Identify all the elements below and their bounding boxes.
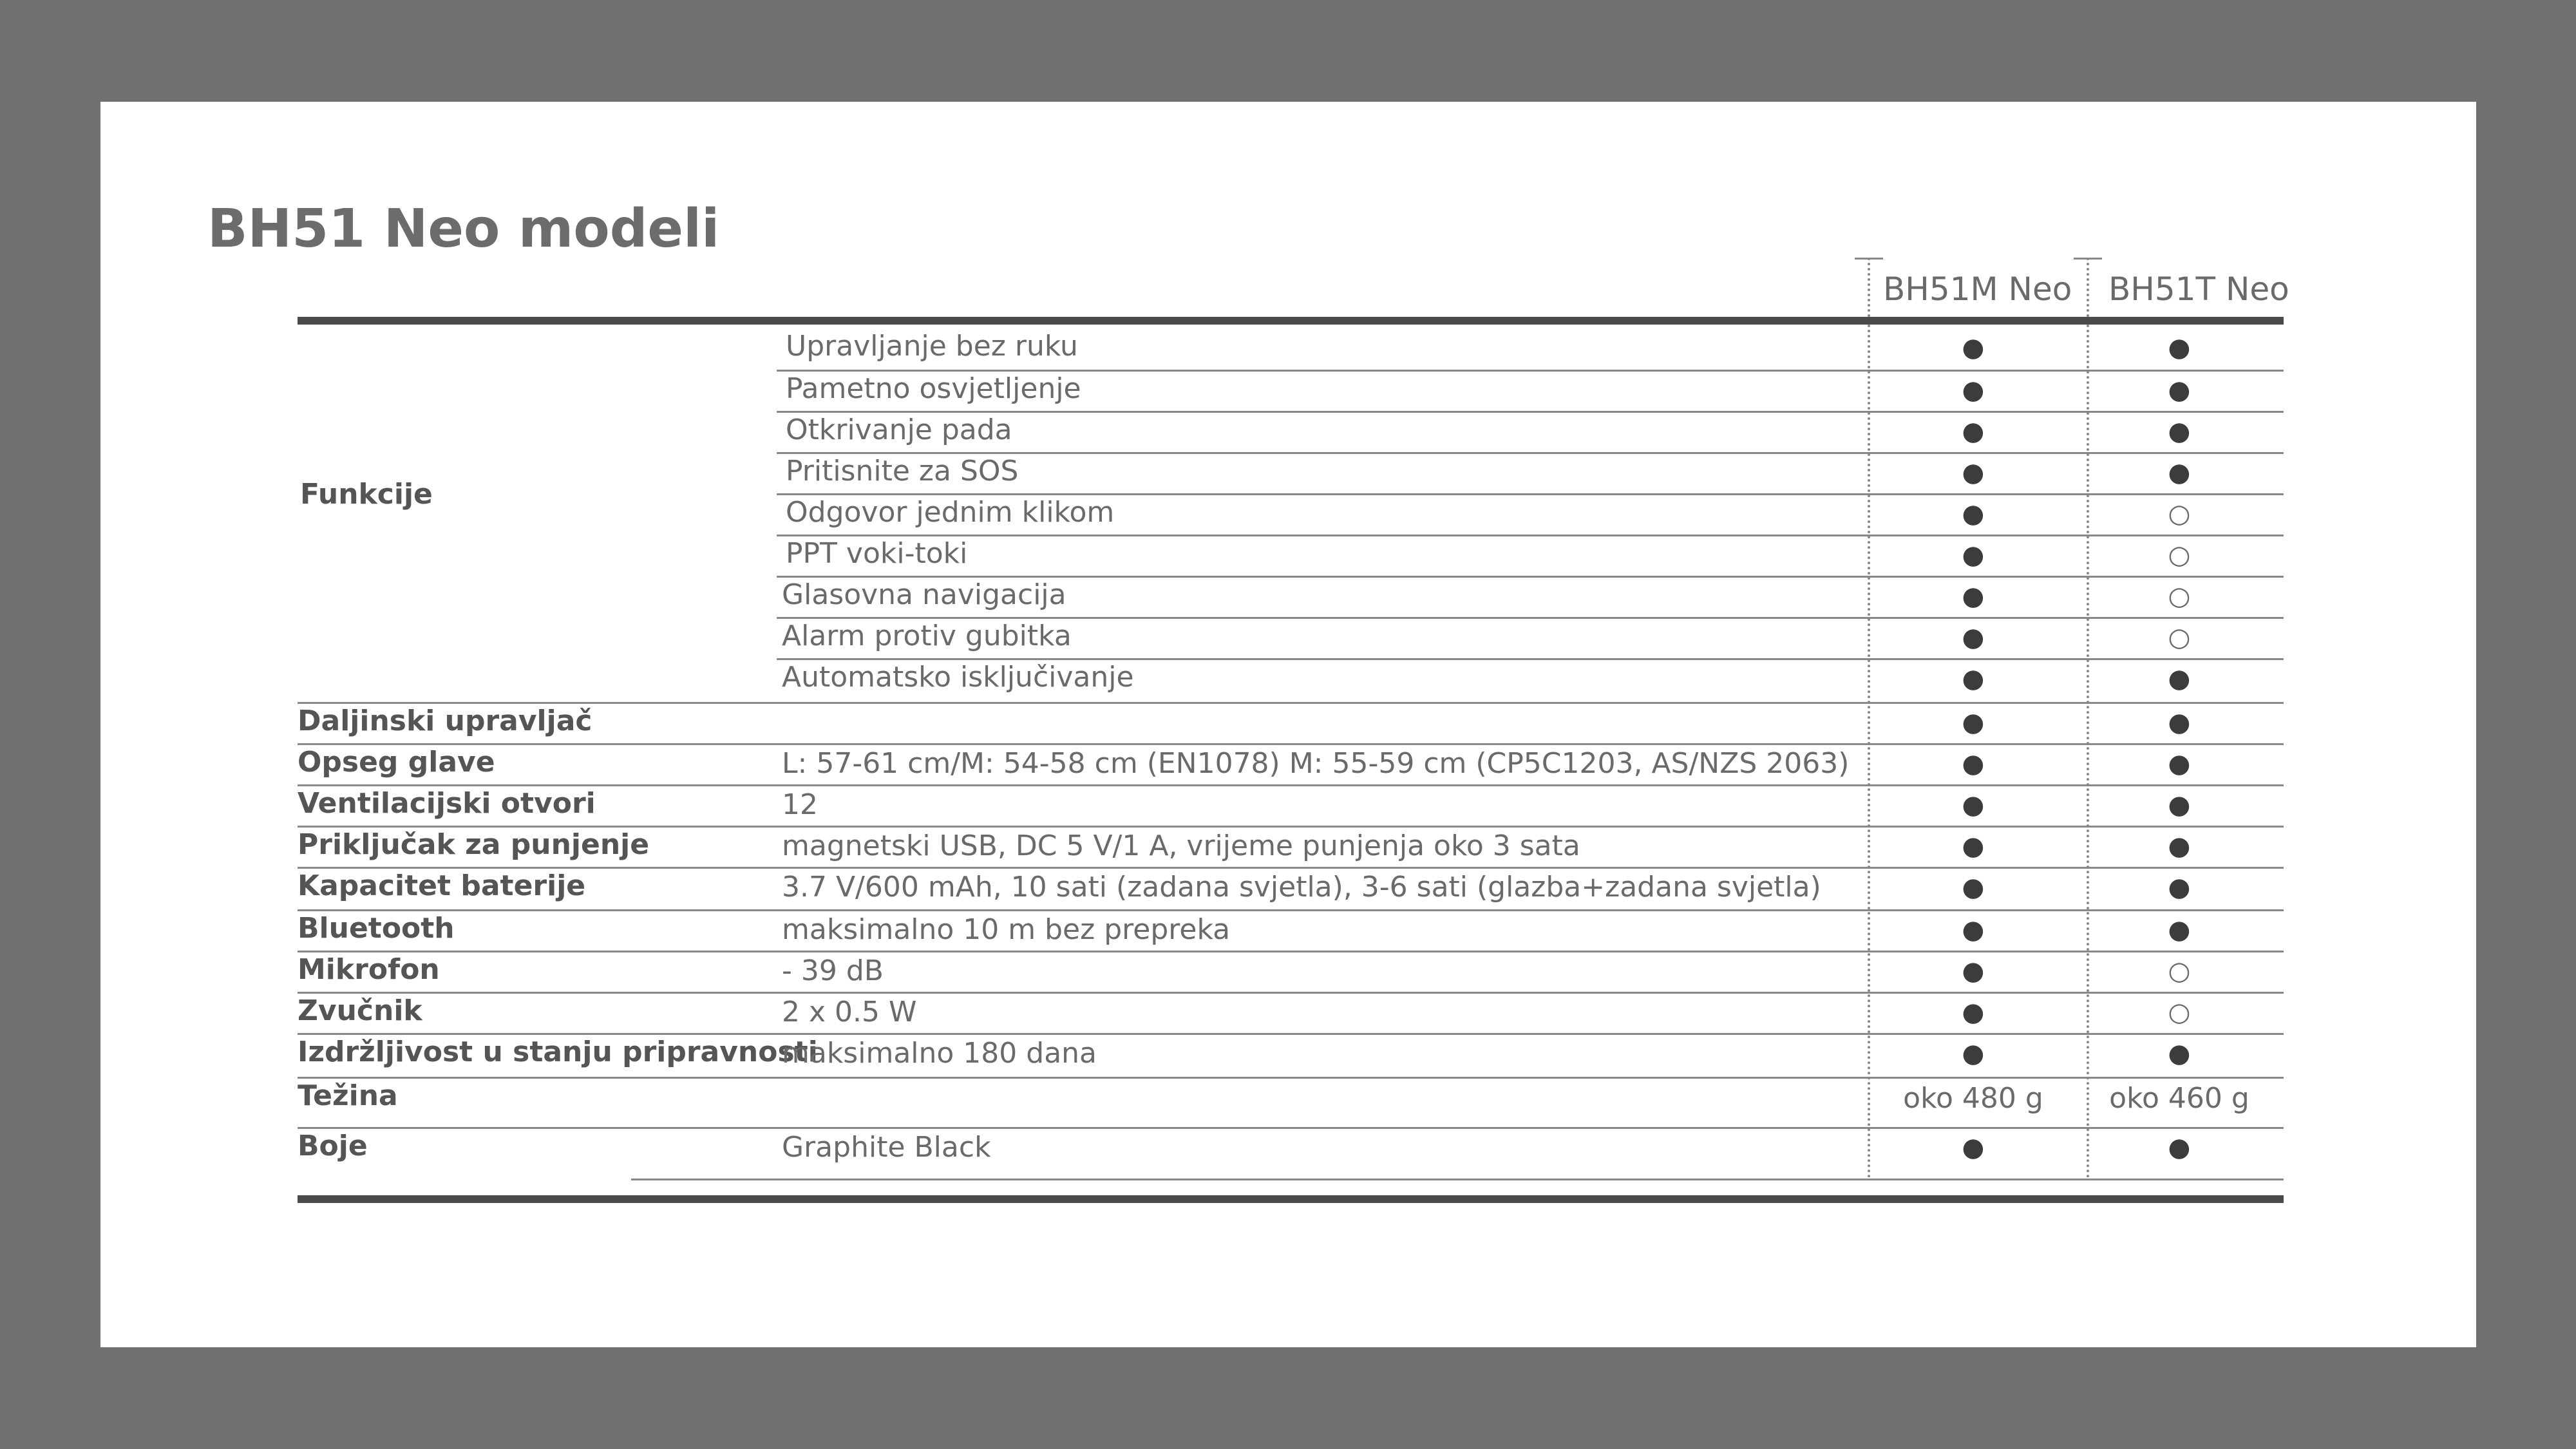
spec-value: magnetski USB, DC 5 V/1 A, vrijeme punjenja oko 3 sata xyxy=(782,829,1580,862)
feature-name: Upravljanje bez ruku xyxy=(786,330,1078,363)
spec-label: Izdržljivost u stanju pripravnosti xyxy=(298,1036,818,1068)
bh51t-mark: oko 460 g xyxy=(2109,1082,2249,1115)
bh51m-mark: ● xyxy=(1962,458,1985,488)
row-divider xyxy=(298,909,2284,911)
bh51t-mark: ● xyxy=(2168,375,2191,405)
feature-name: Glasovna navigacija xyxy=(782,578,1066,611)
row-divider xyxy=(298,951,2284,952)
bh51t-mark: ○ xyxy=(2168,540,2191,570)
row-divider xyxy=(298,826,2284,828)
bh51t-mark: ● xyxy=(2168,1133,2191,1162)
column-tick xyxy=(1855,258,1883,260)
row-divider xyxy=(298,992,2284,994)
bh51m-mark: ● xyxy=(1962,499,1985,529)
column-tick xyxy=(2074,258,2102,260)
bh51t-mark: ● xyxy=(2168,915,2191,945)
spec-value: 2 x 0.5 W xyxy=(782,996,917,1028)
row-divider xyxy=(777,452,2284,454)
feature-name: PPT voki-toki xyxy=(786,537,968,570)
bh51t-mark: ○ xyxy=(2168,499,2191,529)
bh51m-mark: ● xyxy=(1962,998,1985,1027)
row-divider xyxy=(777,617,2284,619)
spec-value: Graphite Black xyxy=(782,1131,991,1164)
bh51m-mark: ● xyxy=(1962,333,1985,363)
bh51t-mark: ○ xyxy=(2168,998,2191,1027)
bh51m-mark: ● xyxy=(1962,708,1985,737)
row-divider xyxy=(298,1077,2284,1079)
table-bottom-rule xyxy=(298,1195,2284,1203)
bh51m-mark: ● xyxy=(1962,956,1985,986)
feature-name: Pametno osvjetljenje xyxy=(786,372,1081,405)
row-divider xyxy=(298,867,2284,869)
row-divider xyxy=(298,743,2284,745)
bh51t-mark: ○ xyxy=(2168,956,2191,986)
spec-label: Zvučnik xyxy=(298,994,422,1027)
feature-name: Odgovor jednim klikom xyxy=(786,496,1115,529)
row-divider xyxy=(777,535,2284,536)
bh51m-mark: ● xyxy=(1962,664,1985,694)
spec-value: 3.7 V/600 mAh, 10 sati (zadana svjetla), 3-6 sati (glazba+zadana svjetla) xyxy=(782,871,1821,904)
bh51t-mark: ○ xyxy=(2168,582,2191,611)
group-label-funkcije: Funkcije xyxy=(300,478,433,511)
row-divider xyxy=(298,784,2284,786)
row-divider xyxy=(631,1179,2284,1180)
bh51m-mark: ● xyxy=(1962,540,1985,570)
bh51t-mark: ● xyxy=(2168,708,2191,737)
bh51m-mark: ● xyxy=(1962,1133,1985,1162)
feature-name: Otkrivanje pada xyxy=(786,413,1012,446)
row-divider xyxy=(298,1127,2284,1129)
bh51t-mark: ● xyxy=(2168,664,2191,694)
row-divider xyxy=(298,702,2284,704)
row-divider xyxy=(777,411,2284,413)
bh51t-mark: ● xyxy=(2168,749,2191,779)
bh51m-mark: ● xyxy=(1962,1039,1985,1068)
bh51m-mark: ● xyxy=(1962,873,1985,902)
spec-label: Kapacitet baterije xyxy=(298,869,586,902)
row-divider xyxy=(777,576,2284,578)
row-divider xyxy=(777,493,2284,495)
bh51t-mark: ● xyxy=(2168,873,2191,902)
column-separator xyxy=(1868,258,1870,1179)
column-header-bh51t: BH51T Neo xyxy=(2108,270,2289,308)
spec-label: Mikrofon xyxy=(298,953,440,986)
spec-label: Boje xyxy=(298,1130,368,1162)
bh51m-mark: oko 480 g xyxy=(1903,1082,2043,1115)
spec-label: Težina xyxy=(298,1079,398,1112)
column-separator xyxy=(2087,258,2089,1179)
spec-label: Priključak za punjenje xyxy=(298,828,650,861)
row-divider xyxy=(777,370,2284,372)
bh51m-mark: ● xyxy=(1962,831,1985,861)
spec-label: Ventilacijski otvori xyxy=(298,787,596,820)
bh51m-mark: ● xyxy=(1962,915,1985,945)
table-top-rule xyxy=(298,317,2284,325)
bh51m-mark: ● xyxy=(1962,375,1985,405)
feature-name: Automatsko isključivanje xyxy=(782,661,1134,694)
spec-label: Daljinski upravljač xyxy=(298,705,592,737)
spec-label: Opseg glave xyxy=(298,746,495,779)
bh51m-mark: ● xyxy=(1962,749,1985,779)
bh51t-mark: ● xyxy=(2168,831,2191,861)
column-header-bh51m: BH51M Neo xyxy=(1883,270,2072,308)
spec-value: maksimalno 10 m bez prepreka xyxy=(782,913,1231,946)
bh51t-mark: ● xyxy=(2168,790,2191,820)
bh51t-mark: ○ xyxy=(2168,623,2191,652)
spec-value: - 39 dB xyxy=(782,954,884,987)
bh51m-mark: ● xyxy=(1962,623,1985,652)
spec-label: Bluetooth xyxy=(298,912,455,945)
bh51m-mark: ● xyxy=(1962,417,1985,446)
row-divider xyxy=(298,1033,2284,1035)
bh51m-mark: ● xyxy=(1962,790,1985,820)
bh51t-mark: ● xyxy=(2168,417,2191,446)
spec-value: maksimalno 180 dana xyxy=(782,1037,1097,1070)
bh51t-mark: ● xyxy=(2168,458,2191,488)
bh51t-mark: ● xyxy=(2168,333,2191,363)
feature-name: Alarm protiv gubitka xyxy=(782,620,1072,652)
feature-name: Pritisnite za SOS xyxy=(786,455,1019,488)
spec-value: L: 57-61 cm/M: 54-58 cm (EN1078) M: 55-59 cm (CP5C1203, AS/NZS 2063) xyxy=(782,747,1850,780)
bh51t-mark: ● xyxy=(2168,1039,2191,1068)
page-title: BH51 Neo modeli xyxy=(207,198,720,260)
bh51m-mark: ● xyxy=(1962,582,1985,611)
spec-value: 12 xyxy=(782,788,818,821)
row-divider xyxy=(777,658,2284,660)
